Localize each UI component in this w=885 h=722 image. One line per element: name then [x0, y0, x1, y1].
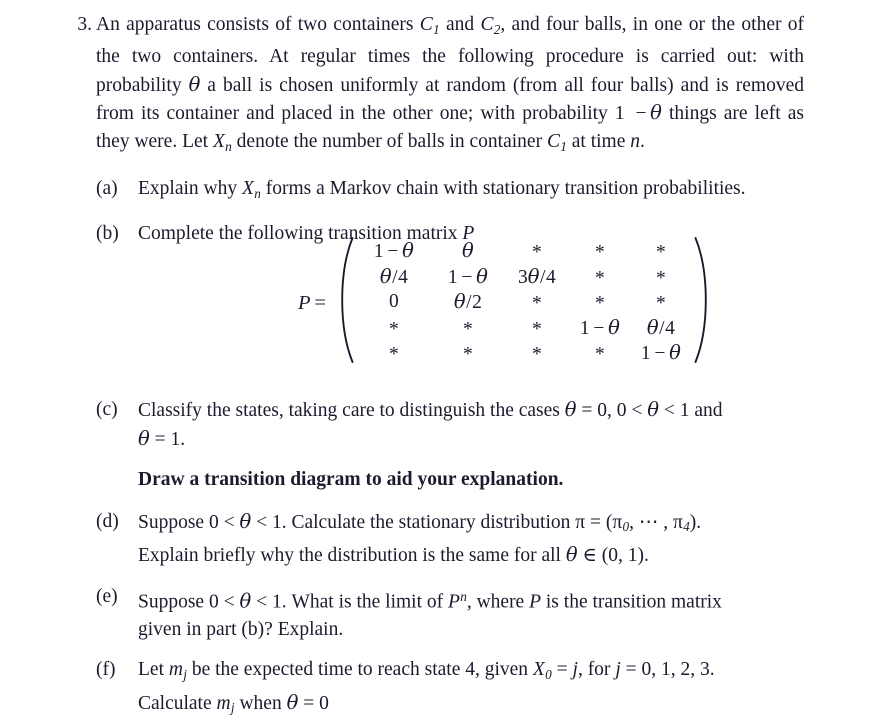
problem-statement-block — [62, 11, 804, 160]
index-j-symbol-1: j — [572, 659, 578, 681]
part-e-label: (e) — [96, 585, 118, 607]
stationary-distribution-pi-symbol: π — [575, 511, 586, 533]
matrix-cell-r3c5 — [631, 292, 691, 318]
statement-text-line-6a: time — [590, 131, 631, 153]
matrix-cell-r4c2 — [431, 318, 505, 344]
matrix-cell-r5c2 — [431, 343, 505, 369]
problem-part-d — [96, 508, 806, 570]
matrix-glyph-two-r3c2: 2 — [472, 292, 482, 314]
part-d-text-3: = ( — [585, 511, 613, 533]
problem-part-e — [96, 583, 806, 644]
random-variable-x-symbol-a: X — [241, 178, 254, 199]
time-index-n-symbol: n — [630, 131, 641, 153]
matrix-glyph-theta-r1c1: θ — [402, 239, 414, 262]
part-f-text-3: = — [551, 659, 573, 681]
matrix-glyph-star-r3c5: * — [656, 293, 666, 315]
matrix-glyph-minus-r1c1: − — [387, 241, 399, 262]
matrix-glyph-star-r3c3: * — [532, 293, 542, 315]
part-f-text-2: be the expected time to reach state 4, given — [186, 659, 533, 681]
statement-text-line-4a: is removed from its container and placed in the other one; with probability 1 — [96, 74, 804, 125]
matrix-p-symbol: P — [298, 291, 311, 314]
container-c1-subscript: 1 — [433, 21, 440, 37]
part-d-text-line-2 — [138, 541, 806, 570]
index-j-symbol-2: j — [615, 659, 621, 681]
part-d-text-1: Suppose 0 < — [138, 511, 240, 533]
matrix-glyph-star-r1c4: * — [595, 242, 605, 263]
part-c-text-2: = 0, 0 < — [576, 400, 648, 421]
part-d-text-4: ). — [689, 511, 702, 533]
theta-symbol-c2: θ — [647, 398, 659, 421]
matrix-glyph-three-r2c3: 3 — [517, 266, 528, 288]
matrix-cell-grid — [354, 236, 694, 370]
initial-state-x-subscript-zero: 0 — [545, 666, 552, 682]
matrix-cell-r2c5 — [631, 267, 691, 293]
part-e-text-4: is the transition matrix — [541, 591, 722, 613]
matrix-glyph-one-r4c4: 1 — [579, 317, 590, 339]
matrix-cell-r3c1 — [357, 290, 431, 316]
problem-part-f — [96, 656, 806, 722]
matrix-glyph-star-r2c4: * — [595, 267, 605, 289]
matrix-glyph-slash-r4c5: / — [659, 317, 665, 339]
theta-symbol-d1: θ — [239, 509, 252, 533]
part-f-text-8: = 0 — [298, 692, 329, 714]
matrix-cell-r2c2 — [431, 265, 505, 291]
matrix-glyph-theta-r3c2: θ — [453, 290, 466, 314]
matrix-cell-r2c1 — [357, 265, 431, 291]
matrix-glyph-theta-r4c4: θ — [608, 315, 620, 339]
statement-text-part-1: An apparatus consists of two containers — [96, 14, 420, 35]
statement-text-line-5a: things are left as they were. Let — [96, 103, 805, 153]
statement-text-part-2: and — [439, 14, 481, 35]
matrix-cell-r4c1 — [357, 318, 431, 344]
matrix-glyph-star-r5c1: * — [389, 344, 399, 366]
matrix-cell-r5c4 — [569, 343, 631, 369]
matrix-glyph-theta-r1c2: θ — [462, 239, 474, 262]
matrix-power-exponent-n: n — [460, 588, 467, 604]
part-f-text-line-2 — [138, 689, 806, 722]
part-f-text-7: when — [234, 692, 287, 714]
matrix-cell-r3c2 — [431, 290, 505, 316]
matrix-glyph-star-r3c4: * — [595, 293, 605, 315]
matrix-glyph-minus-r4c4: − — [593, 317, 605, 339]
matrix-glyph-theta-r2c3: θ — [527, 264, 540, 288]
part-c-text-4: = 1. — [149, 428, 186, 450]
part-c-label: (c) — [96, 399, 118, 420]
problem-part-a — [96, 175, 806, 207]
part-a-text-1: Explain why — [138, 178, 242, 199]
pi-zero-subscript: 0 — [622, 519, 630, 535]
transition-matrix-p-symbol-e: P — [529, 591, 542, 613]
matrix-cell-r1c3 — [505, 241, 569, 267]
matrix-glyph-one-r1c1: 1 — [373, 241, 384, 262]
part-e-text-line-1 — [138, 583, 806, 616]
matrix-glyph-star-r5c2: * — [463, 344, 473, 366]
part-f-text-1: Let — [138, 659, 169, 681]
matrix-glyph-star-r1c5: * — [656, 242, 666, 263]
part-e-text-1: Suppose 0 < — [138, 591, 240, 613]
expected-time-m-subscript-j: j — [183, 666, 187, 682]
theta-symbol-c3: θ — [138, 426, 150, 450]
statement-text-line-5c: at — [566, 131, 586, 153]
part-e-text-line-2: given in part (b)? Explain. — [138, 618, 344, 640]
part-c-text-1: Classify the states, taking care to distinguish the cases — [138, 400, 565, 421]
part-d-label: (d) — [96, 510, 119, 532]
matrix-glyph-minus-r5c5: − — [654, 343, 666, 365]
statement-text-line-6 — [591, 131, 645, 152]
part-c-text-3: < 1 and — [659, 400, 723, 421]
matrix-cell-r4c5 — [631, 316, 691, 342]
expected-time-m-symbol: m — [168, 659, 183, 681]
part-d-ellipsis: , ⋯ , — [629, 511, 674, 533]
matrix-cell-r5c5 — [631, 341, 691, 367]
part-a-text-2: forms a Markov chain with stationary transition probabilities. — [260, 178, 746, 199]
initial-state-x-symbol: X — [532, 659, 545, 681]
matrix-cell-r1c5 — [631, 241, 691, 267]
part-c-bold-instruction: Draw a transition diagram to aid your explanation. — [138, 469, 564, 491]
matrix-glyph-star-r4c1: * — [389, 318, 399, 340]
part-f-text-4: , for — [577, 659, 616, 681]
matrix-glyph-theta-r2c1: θ — [379, 264, 392, 288]
part-d-text-6: ∈ (0, 1). — [577, 545, 649, 567]
random-variable-x-subscript-n: n — [225, 138, 232, 154]
part-c-text-line-2 — [138, 425, 806, 454]
matrix-glyph-theta-r2c2: θ — [476, 264, 488, 288]
part-d-text-2: < 1. Calculate the stationary distribution — [251, 511, 576, 533]
matrix-glyph-star-r2c5: * — [656, 267, 666, 289]
pi-zero-symbol: π — [612, 511, 623, 533]
matrix-cell-r5c1 — [357, 343, 431, 369]
matrix-glyph-star-r1c3: * — [532, 242, 542, 263]
matrix-glyph-four-r4c5: 4 — [665, 317, 675, 339]
statement-text-line-3b: a ball is chosen uniformly at random (from all four balls) and — [200, 74, 709, 96]
matrix-cell-r4c4 — [569, 316, 631, 342]
expected-time-m-subscript-j-2: j — [230, 700, 235, 716]
matrix-right-parenthesis — [694, 236, 709, 370]
theta-symbol-e1: θ — [239, 589, 252, 613]
matrix-glyph-theta-r4c5: θ — [646, 315, 659, 339]
matrix-glyph-slash-r3c2: / — [466, 292, 472, 314]
part-f-text-line-1 — [138, 656, 806, 688]
expected-time-m-symbol-2: m — [216, 692, 231, 714]
matrix-glyph-zero-r3c1: 0 — [389, 291, 399, 313]
random-variable-x-symbol: X — [212, 131, 225, 153]
statement-text-line-2: other of the two containers. At regular times the following procedure is carried out: — [96, 14, 805, 68]
part-e-text-3: , where — [466, 591, 530, 613]
problem-part-c — [96, 396, 806, 494]
random-variable-x-subscript-a: n — [254, 185, 261, 201]
matrix-cell-r1c4 — [569, 241, 631, 267]
container-c2-subscript: 2 — [493, 21, 501, 37]
matrix-equals-sign: = — [314, 291, 326, 314]
container-c1-symbol-repeat: C — [546, 131, 560, 153]
transition-matrix-p-symbol: P — [462, 223, 475, 245]
pi-four-subscript: 4 — [683, 519, 690, 535]
part-d-text-line-1 — [138, 508, 806, 541]
matrix-glyph-star-r4c2: * — [463, 318, 473, 340]
matrix-cell-r4c3 — [505, 318, 569, 344]
statement-text-line-3a: with probability — [96, 46, 804, 96]
matrix-cell-r2c3 — [505, 265, 569, 291]
theta-symbol-statement-1: θ — [188, 72, 201, 96]
matrix-lhs-label — [298, 293, 339, 314]
matrix-cell-r1c2 — [431, 239, 505, 265]
matrix-glyph-star-r5c3: * — [532, 344, 542, 366]
part-b-label: (b) — [96, 223, 119, 245]
matrix-glyph-slash-r2c3: / — [540, 266, 546, 288]
minus-operator-statement: − — [635, 103, 647, 125]
container-c1-symbol: C — [419, 14, 433, 35]
problem-number: 3. — [77, 14, 92, 35]
statement-text-line-5b: denote the number of balls in container — [231, 131, 547, 153]
part-c-text-line-1 — [138, 396, 806, 425]
statement-text-line-6b: . — [640, 131, 645, 153]
theta-symbol-statement-2: θ — [650, 101, 662, 125]
part-e-text-2: < 1. What is the limit of — [251, 591, 448, 613]
matrix-glyph-four-r2c1: 4 — [398, 266, 408, 288]
matrix-glyph-minus-r2c2: − — [461, 266, 473, 288]
transition-matrix-equation — [0, 236, 885, 370]
pi-four-symbol: π — [673, 511, 683, 533]
matrix-cell-r1c1 — [357, 239, 431, 265]
matrix-glyph-star-r4c3: * — [532, 318, 542, 340]
matrix-cell-r5c3 — [505, 343, 569, 369]
part-a-text — [138, 175, 806, 207]
part-f-label: (f) — [96, 659, 116, 681]
part-f-text-5: = 0, 1, 2, 3. — [620, 659, 715, 681]
matrix-glyph-slash-r2c1: / — [392, 266, 398, 288]
matrix-cell-r3c4 — [569, 292, 631, 318]
container-c2-symbol: C — [480, 14, 494, 35]
theta-symbol-c1: θ — [564, 398, 577, 421]
statement-text-part-3: , and four balls, in one or the — [500, 14, 736, 35]
problem-parts-list-bottom — [96, 396, 806, 722]
problem-statement-text — [96, 11, 804, 160]
container-c1-subscript-repeat: 1 — [560, 138, 567, 154]
theta-symbol-f1: θ — [286, 690, 299, 714]
part-f-text-6: Calculate — [138, 692, 217, 714]
theta-symbol-d2: θ — [565, 543, 578, 567]
matrix-glyph-four-r2c3: 4 — [546, 266, 556, 288]
matrix-cell-r3c3 — [505, 292, 569, 318]
matrix-glyph-star-r5c4: * — [595, 344, 605, 366]
matrix-glyph-one-r5c5: 1 — [640, 343, 651, 365]
part-a-label: (a) — [96, 178, 118, 199]
part-d-text-5: Explain briefly why the distribution is the same for all — [138, 545, 566, 567]
matrix-power-p-symbol: P — [447, 591, 460, 613]
matrix-body — [339, 236, 709, 370]
matrix-left-parenthesis — [339, 236, 354, 370]
matrix-glyph-theta-r5c5: θ — [669, 341, 681, 365]
part-b-text-1: Complete the following transition matrix — [138, 223, 463, 245]
matrix-cell-r2c4 — [569, 267, 631, 293]
matrix-glyph-one-r2c2: 1 — [447, 266, 458, 288]
